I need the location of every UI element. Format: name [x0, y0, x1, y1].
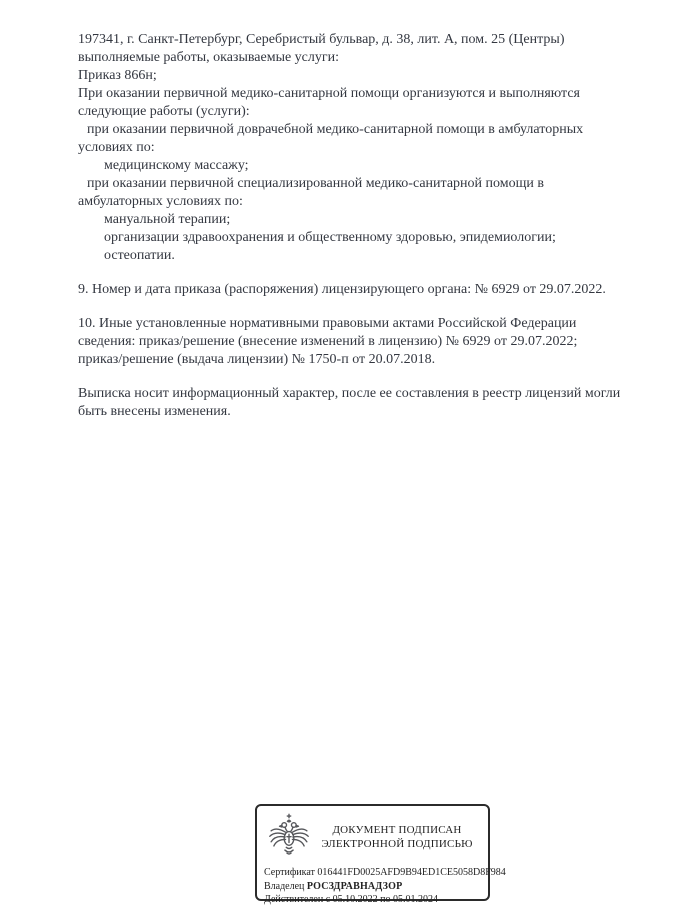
certificate-value: 016441FD0025AFD9B94ED1CE5058D8F984 [317, 867, 506, 878]
paragraph-medical-massage: медицинскому массажу; [104, 158, 249, 173]
document-body [78, 31, 623, 421]
double-headed-eagle-icon [264, 812, 314, 862]
paragraph-manual-therapy: мануальной терапии; [104, 212, 231, 227]
stamp-title-line1: ДОКУМЕНТ ПОДПИСАН [332, 824, 462, 836]
paragraph-primary-care-intro: При оказании первичной медико-санитарной помощи организуются и выполняются следующие работы (услуги): [78, 86, 580, 119]
paragraph-specialized-care: при оказании первичной специализированной медико-санитарной помощи в амбулаторных условиях по: [78, 176, 544, 209]
paragraph-address: 197341, г. Санкт-Петербург, Серебристый бульвар, д. 38, лит. А, пом. 25 (Центры) [78, 32, 565, 47]
digital-signature-stamp [255, 804, 506, 905]
validity-line: Действителен с 05.10.2022 по 05.01.2024 [264, 894, 438, 905]
certificate-label: Сертификат [264, 867, 315, 878]
paragraph-health-organization: организации здравоохранения и общественному здоровью, эпидемиологии; [104, 230, 556, 245]
paragraph-order-866n: Приказ 866н; [78, 68, 157, 83]
paragraph-item-10: 10. Иные установленные нормативными правовыми актами Российской Федерации сведения: приказ/решение (внесение изменений в лицензию) № 6929 от 29.07.2022; приказ/решение (выдача лицензии) № 1750-п от 20.07.2018. [78, 316, 578, 367]
paragraph-disclaimer: Выписка носит информационный характер, после ее составления в реестр лицензий могли быть внесены изменения. [78, 386, 621, 419]
owner-line [264, 880, 480, 894]
certificate-line [264, 866, 506, 880]
paragraph-works-label: выполняемые работы, оказываемые услуги: [78, 50, 340, 65]
paragraph-osteopathy: остеопатии. [104, 248, 175, 263]
stamp-title-line2: ЭЛЕКТРОННОЙ ПОДПИСЬЮ [321, 838, 473, 850]
paragraph-prehospital-care: при оказании первичной доврачебной медико-санитарной помощи в амбулаторных условиях по: [78, 122, 584, 155]
paragraph-item-9: 9. Номер и дата приказа (распоряжения) лицензирующего органа: № 6929 от 29.07.2022. [78, 282, 606, 297]
owner-label: Владелец [264, 880, 305, 892]
owner-value: РОСЗДРАВНАДЗОР [306, 880, 403, 892]
stamp-title [314, 823, 480, 851]
stamp-header [264, 811, 480, 863]
stamp-details [264, 866, 506, 907]
